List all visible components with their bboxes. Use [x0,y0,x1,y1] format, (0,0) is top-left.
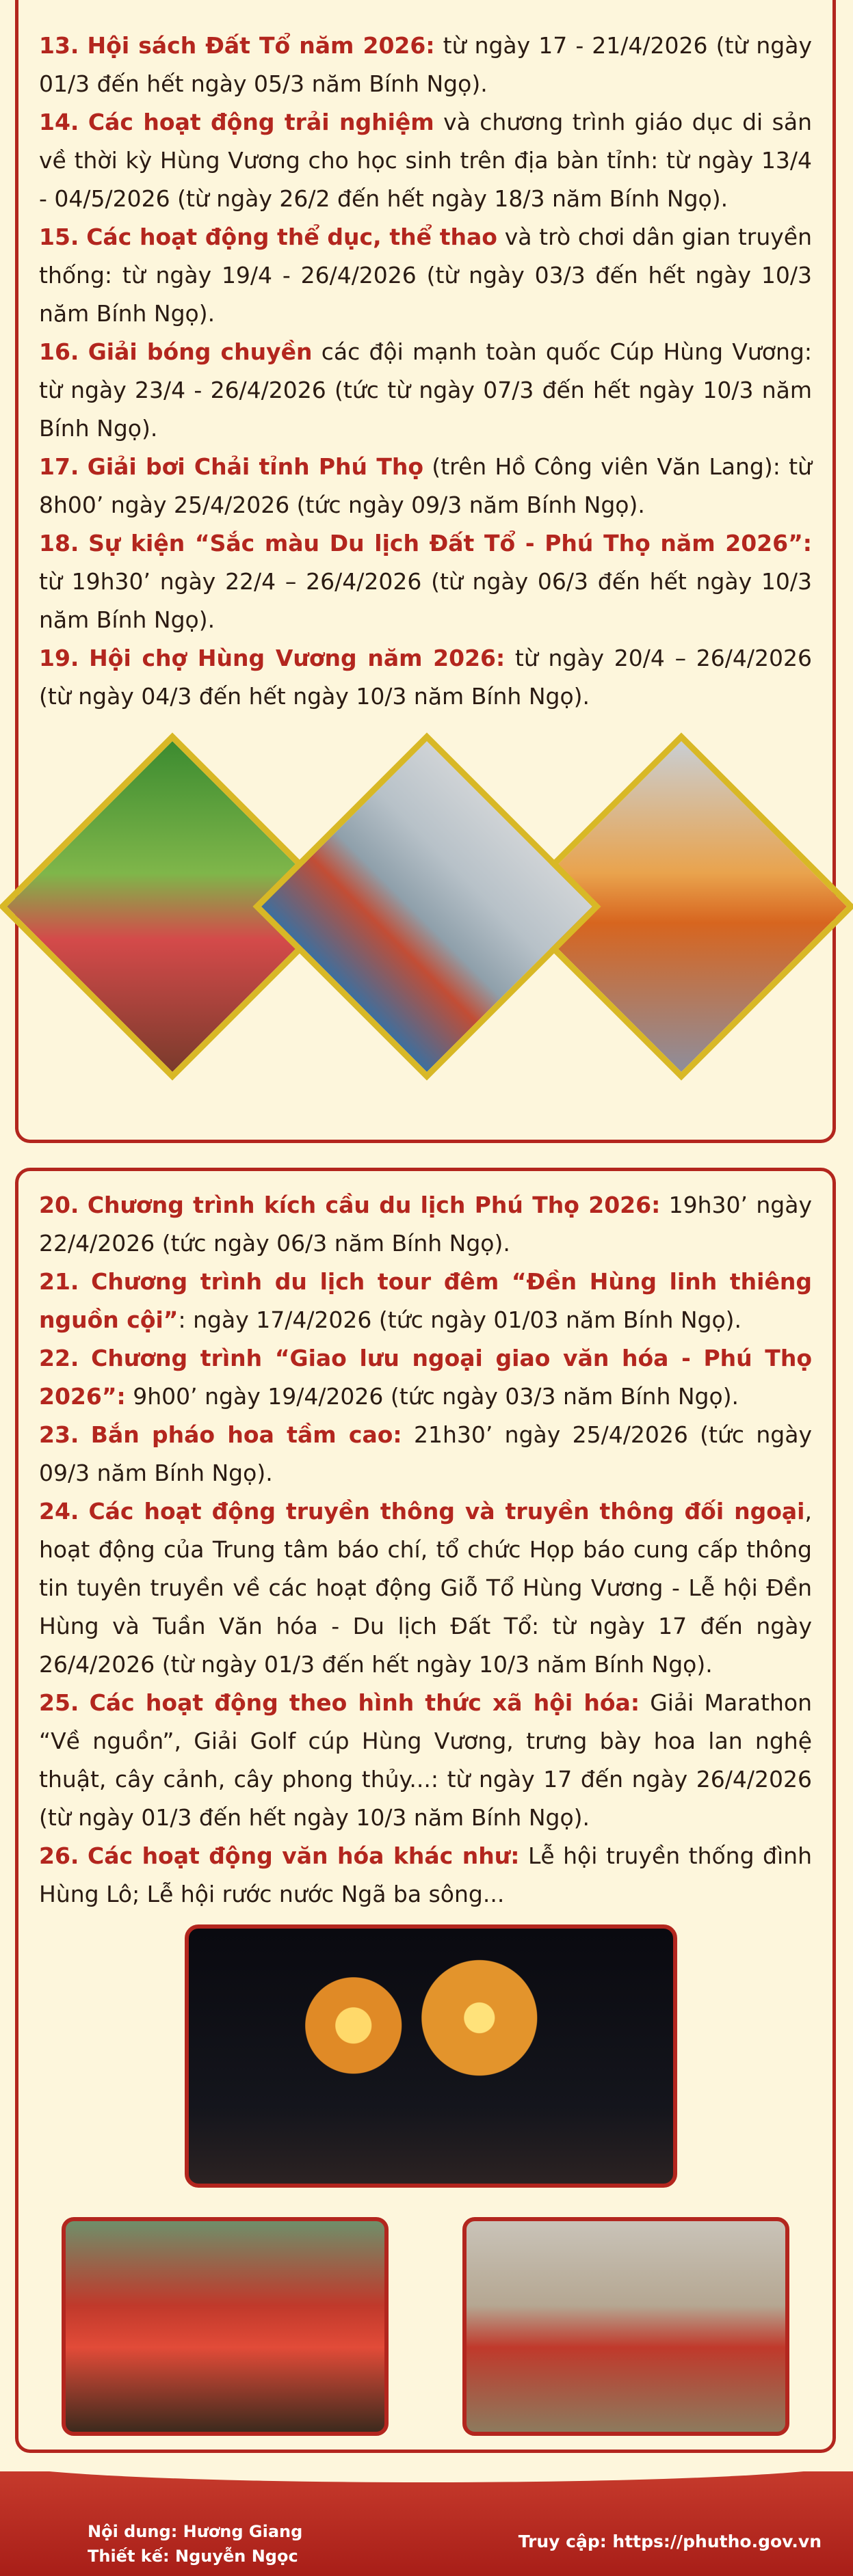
credits [88,2519,302,2568]
event-item: 22. Chương trình “Giao lưu ngoại giao văn hóa - Phú Thọ 2026”: 9h00’ ngày 19/4/2026 (tức ngày 03/3 năm Bính Ngọ). [39,1345,812,1410]
event-item: 25. Các hoạt động theo hình thức xã hội hóa: Giải Marathon “Về nguồn”, Giải Golf cúp Hùng Vương, trưng bày hoa lan nghệ thuật, cây cảnh, cây phong thủy...: từ ngày 17 đến ngày 26/4/2026 (từ ngày 01/3 đến hết ngày 10/3 năm Bính Ngọ). [39,1689,812,1831]
fireworks-photo [185,1924,677,2188]
event-item: 18. Sự kiện “Sắc màu Du lịch Đất Tổ - Phú Thọ năm 2026”: từ 19h30’ ngày 22/4 – 26/4/2026 (từ ngày 06/3 đến hết ngày 10/3 năm Bính Ngọ). [39,530,812,633]
event-item: 15. Các hoạt động thể dục, thể thao và trò chơi dân gian truyền thống: từ ngày 19/4 - 26/4/2026 (từ ngày 03/3 đến hết ngày 10/3 năm Bính Ngọ). [39,224,812,327]
event-item: 13. Hội sách Đất Tổ năm 2026: từ ngày 17 - 21/4/2026 (từ ngày 01/3 đến hết ngày 05/3 năm Bính Ngọ). [39,32,813,97]
event-item: 14. Các hoạt động trải nghiệm và chương trình giáo dục di sản về thời kỳ Hùng Vương cho học sinh trên địa bàn tỉnh: từ ngày 13/4 - 04/5/2026 (từ ngày 26/2 đến hết ngày 18/3 năm Bính Ngọ). [39,109,812,212]
event-item: 19. Hội chợ Hùng Vương năm 2026: từ ngày 20/4 – 26/4/2026 (từ ngày 04/3 đến hết ngày 10/3 năm Bính Ngọ). [39,645,812,710]
event-item: 16. Giải bóng chuyền các đội mạnh toàn quốc Cúp Hùng Vương: từ ngày 23/4 - 26/4/2026 (tức từ ngày 07/3 đến hết ngày 10/3 năm Bính Ngọ). [39,338,812,442]
event-item: 17. Giải bơi Chải tỉnh Phú Thọ (trên Hồ Công viên Văn Lang): từ 8h00’ ngày 25/4/2026 (tức ngày 09/3 năm Bính Ngọ). [39,453,812,518]
content-credit: Nội dung: Hương Giang [88,2522,303,2541]
event-list-1 [39,27,812,716]
design-credit: Thiết kế: Nguyễn Ngọc [88,2547,298,2566]
festival-procession-photo [62,2217,389,2436]
event-list-2 [39,1186,812,1914]
event-item: 24. Các hoạt động truyền thông và truyền thông đối ngoại, hoạt động của Trung tâm báo chí, tổ chức Họp báo cung cấp thông tin tuyên truyền về các hoạt động Giỗ Tổ Hùng Vương - Lễ hội Đền Hùng và Tuần Văn hóa - Du lịch Đất Tổ: từ ngày 17 đến ngày 26/4/2026 (từ ngày 01/3 đến hết ngày 10/3 năm Bính Ngọ). [39,1498,812,1678]
event-item: 26. Các hoạt động văn hóa khác như: Lễ hội truyền thống đình Hùng Lô; Lễ hội rước nước Ngã ba sông... [39,1842,812,1907]
event-item: 20. Chương trình kích cầu du lịch Phú Thọ 2026: 19h30’ ngày 22/4/2026 (tức ngày 06/3 năm Bính Ngọ). [39,1192,812,1257]
event-item: 23. Bắn pháo hoa tầm cao: 21h30’ ngày 25/4/2026 (tức ngày 09/3 năm Bính Ngọ). [39,1421,812,1486]
website-link[interactable]: Truy cập: https://phutho.gov.vn [518,2532,822,2551]
water-procession-photo [462,2217,789,2436]
footer [0,2471,853,2576]
event-item: 21. Chương trình du lịch tour đêm “Đền Hùng linh thiêng nguồn cội”: ngày 17/4/2026 (tức ngày 01/03 năm Bính Ngọ). [39,1268,812,1333]
